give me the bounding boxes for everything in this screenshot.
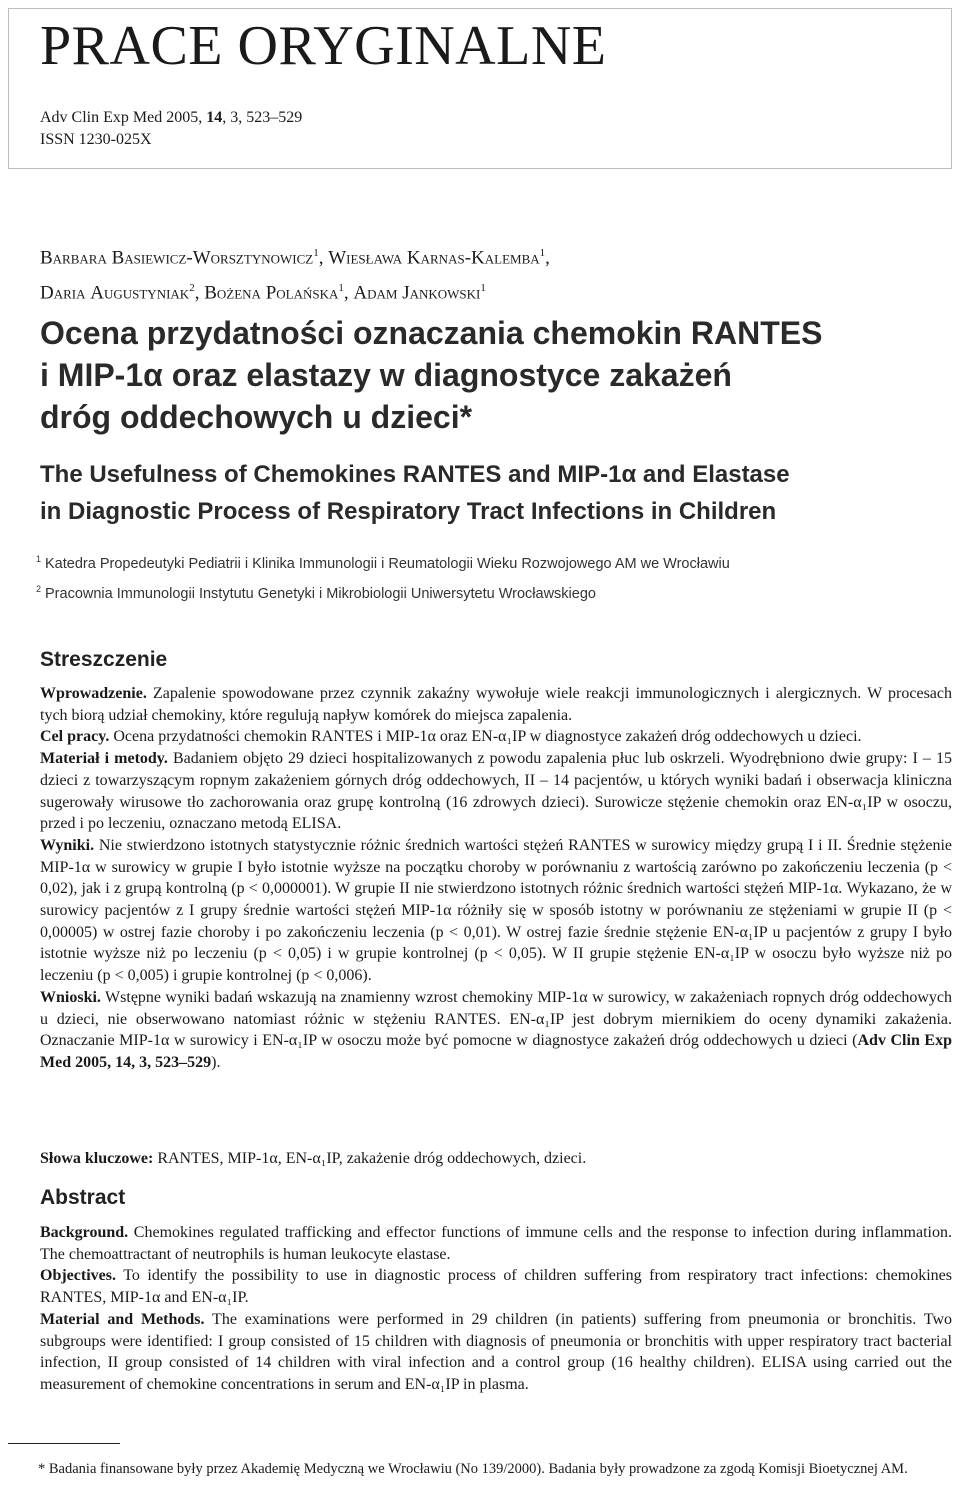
author-first-name: Wiesława: [328, 247, 403, 269]
streszczenie-body: [40, 683, 952, 1074]
author-first-name: Adam: [353, 282, 398, 304]
journal-issue-pages: , 3, 523–529: [222, 109, 303, 126]
streszczenie-paragraph: Wprowadzenie. Zapalenie spowodowane przez czynnik zakaźny wywołuje wiele reakcji immunologicznych i alergicznych. W procesach tych biorą udział chemokiny, które regulują napływ komórek do miejsca zapalenia.: [40, 685, 952, 724]
header-bottom-rule: [8, 168, 952, 169]
abstract-body: [40, 1222, 952, 1396]
abstract-heading: Abstract: [40, 1186, 126, 1209]
keywords-text: RANTES, MIP-1α, EN-α₁IP, zakażenie dróg oddechowych, dzieci.: [153, 1150, 587, 1167]
author-affil-sup: 1: [313, 247, 319, 259]
author-last-name: Karnas-Kalemba: [406, 247, 540, 269]
author-first-name: Bożena: [204, 282, 261, 304]
affiliations: [36, 547, 950, 607]
author-first-name: Barbara: [40, 247, 107, 269]
author-line-2: Daria Augustyniak$^2$, Bożena Polańska$^1$, Adam Jankowski$^1$: [40, 282, 486, 304]
author-last-name: Jankowski: [402, 282, 481, 304]
author-affil-sup: 1: [338, 282, 344, 295]
title-polish-line: i MIP-1α oraz elastazy w diagnostyce zakażeń: [40, 357, 732, 393]
streszczenie-paragraph: Cel pracy. Ocena przydatności chemokin RANTES i MIP-1α oraz EN-α₁IP w diagnostyce zakażeń dróg oddechowych u dzieci.: [40, 728, 862, 746]
streszczenie-heading: Streszczenie: [40, 648, 168, 671]
title-english: [40, 456, 940, 530]
keywords: [40, 1150, 952, 1168]
title-polish-line: Ocena przydatności oznaczania chemokin RANTES: [40, 315, 823, 351]
streszczenie-paragraph: Wnioski. Wstępne wyniki badań wskazują na znamienny wzrost chemokiny MIP-1α w surowicy, w zakażeniach ropnych dróg oddechowych u dzieci, nie obserwowano natomiast różnic w stężeniu RANTES. EN-α₁IP jest dobrym miernikiem do oceny dynamiki zakażenia. Oznaczanie MIP-1α w surowicy i EN-α₁IP w osoczu może być pomocne w diagnostyce zakażeń dróg oddechowych u dzieci (Adv Clin Exp Med 2005, 14, 3, 523–529).: [40, 988, 952, 1071]
journal-name: Adv Clin Exp Med 2005,: [40, 109, 207, 126]
header-left-rule: [8, 8, 9, 168]
abstract-paragraph: Background. Chemokines regulated trafficking and effector functions of immune cells and the response to infection during inflammation. The chemoattractant of neutrophils is human leukocyte elastase.: [40, 1224, 952, 1263]
section-title: PRACE ORYGINALNE: [40, 15, 607, 77]
author-affil-sup: 1: [539, 247, 546, 259]
title-polish: [40, 312, 940, 438]
abstract-paragraph: Material and Methods. The examinations were performed in 29 children (in patients) suffering from pneumonia or bronchitis. Two subgroups were identified: I group consisted of 15 children with diagnosis of pneumonia or bronchitis with upper respiratory tract bacterial infection, II group consisted of 14 children with viral infection and a control group (16 healthy children). ELISA using carried out the measurement of chemokine concentrations in serum and EN-α₁IP in plasma.: [40, 1310, 953, 1393]
title-polish-line: dróg oddechowych u dzieci*: [40, 399, 473, 435]
author-list: [40, 238, 550, 309]
title-english-line: in Diagnostic Process of Respiratory Tract Infections in Children: [40, 498, 777, 525]
author-last-name: Polańska: [265, 282, 339, 304]
streszczenie-paragraph: Wyniki. Nie stwierdzono istotnych statystycznie różnic średnich wartości stężeń RANTES w surowicy między grupą I i II. Średnie stężenie MIP-1α w surowicy w grupie I było istotnie wyższe na początku choroby w porównaniu z wartością zarówno po zakończeniu leczenia (p < 0,02), jak i z grupą kontrolną (p < 0,000001). W grupie II nie stwierdzono istotnych różnic średnich wartości stężeń MIP-1α. Wykazano, że w surowicy pacjentów z I grupy średnie wartości stężeń MIP-1α różniły się w sposób istotny w porównaniu ze stężeniami w grupie II (p < 0,00005) w ostrej fazie choroby i po zakończeniu leczenia (p < 0,01). W ostrej fazie średnie stężenie EN-α₁IP u pacjentów z grupy I było istotnie wyższe niż po leczeniu (p < 0,05) i w grupie kontrolnej (p < 0,05). W II grupie stężenie EN-α₁IP w osoczu było wyższe niż po leczeniu (p < 0,005) i grupie kontrolnej (p < 0,006).: [40, 836, 952, 985]
header-top-rule: [8, 8, 952, 9]
keywords-label: Słowa kluczowe:: [40, 1150, 154, 1167]
author-line-1: Barbara Basiewicz-Worsztynowicz$^1$, Wiesława Karnas-Kalemba$^1$,: [40, 247, 550, 269]
streszczenie-paragraph: Materiał i metody. Badaniem objęto 29 dzieci hospitalizowanych z powodu zapalenia płuc lub oskrzeli. Wyodrębniono dwie grupy: I – 15 dzieci z towarzyszącym ropnym zakażeniem górnych dróg oddechowych, II – 14 pacjentów, u których wyniki badań i obserwacja kliniczna sugerowały wirusowe tło zachorowania oraz grupę kontrolną (16 zdrowych dzieci). Surowicze stężenie chemokin oraz EN-α₁IP w osoczu, przed i po leczeniu, oznaczano metodą ELISA.: [40, 750, 952, 833]
footnote: * Badania finansowane były przez Akademię Medyczną we Wrocławiu (No 139/2000). Badania były prowadzone za zgodą Komisji Bioetycznej AM.: [38, 1461, 908, 1477]
title-english-line: The Usefulness of Chemokines RANTES and MIP-1α and Elastase: [40, 461, 790, 488]
journal-citation: [40, 108, 302, 128]
journal-issn: ISSN 1230-025X: [40, 131, 152, 148]
affiliation-2: $^2$ Pracownia Immunologii Instytutu Genetyki i Mikrobiologii Uniwersytetu Wrocławskiego: [36, 583, 596, 602]
author-last-name: Augustyniak: [90, 282, 190, 304]
affiliation-1: $^1$ Katedra Propedeutyki Pediatrii i Klinika Immunologii i Reumatologii Wieku Rozwojowego AM we Wrocławiu: [36, 554, 730, 572]
header-right-rule: [951, 8, 952, 168]
author-last-name: Basiewicz-Worsztynowicz: [111, 247, 314, 269]
footnote-rule: [8, 1443, 120, 1444]
abstract-paragraph: Objectives. To identify the possibility to use in diagnostic process of children suffering from respiratory tract infections: chemokines RANTES, MIP-1α and EN-α₁IP.: [40, 1267, 952, 1307]
author-affil-sup: 1: [480, 282, 486, 295]
author-first-name: Daria: [40, 282, 86, 304]
journal-volume: 14: [206, 109, 223, 126]
author-affil-sup: 2: [189, 282, 195, 295]
